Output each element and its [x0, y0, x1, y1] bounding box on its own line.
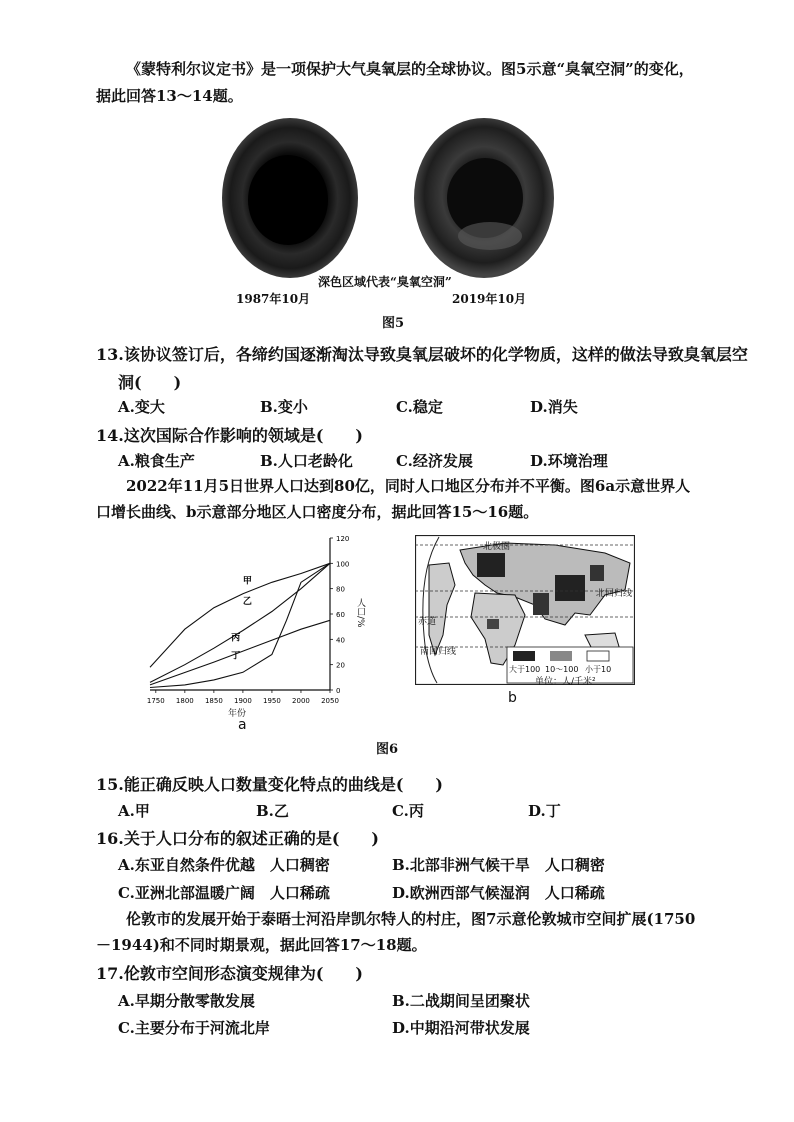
y-tick-label: 80	[336, 585, 345, 594]
x-tick-label: 2000	[292, 697, 310, 705]
series-label-2: 乙	[242, 596, 252, 607]
legend-swatch-high	[513, 651, 535, 661]
question-16-option-a: A.东亚自然条件优越 人口稠密	[118, 856, 330, 874]
y-tick-label: 40	[336, 636, 345, 645]
question-13-option-b: B.变小	[260, 398, 308, 416]
x-tick-label: 2050	[321, 697, 339, 705]
figure-6b-map	[415, 535, 635, 685]
map-label-equator: 赤道	[418, 617, 437, 627]
figure-5-label-1987: 1987年10月	[236, 292, 311, 306]
x-tick-label: 1800	[175, 697, 194, 705]
map-label-arctic: 北极圈	[483, 542, 511, 552]
question-14-option-a: A.粮食生产	[118, 452, 195, 470]
question-15-option-a: A.甲	[118, 802, 150, 820]
question-15-option-d: D.丁	[528, 802, 561, 820]
map-label-tropic-south: 南回归线	[420, 647, 457, 657]
y-tick-label: 60	[336, 611, 345, 619]
question-14-option-b: B.人口老龄化	[260, 452, 353, 470]
series-label-3: 丙	[231, 633, 241, 644]
y-tick-label: 0	[336, 687, 341, 695]
y-tick-label: 100	[336, 560, 350, 569]
intro-paragraph-2-line1: 2022年11月5日世界人口达到80亿，同时人口地区分布并不平衡。图6a示意世界人	[126, 477, 691, 495]
question-17-option-a: A.早期分散零散发展	[118, 992, 255, 1010]
question-13-stem-line2: 洞( )	[118, 373, 182, 392]
question-17-option-d: D.中期沿河带状发展	[392, 1019, 530, 1037]
figure-6-title: 图6	[376, 742, 399, 757]
x-tick-label: 1950	[263, 697, 281, 705]
question-13-option-c: C.稳定	[396, 398, 443, 416]
question-16-option-d: D.欧洲西部气候湿润 人口稀疏	[392, 884, 605, 902]
question-14-stem: 14.这次国际合作影响的领域是( )	[96, 426, 363, 445]
question-15-option-c: C.丙	[392, 802, 424, 820]
figure-6b-label: b	[508, 690, 517, 706]
x-tick-label: 1850	[204, 697, 223, 705]
intro-paragraph-3-line1: 伦敦市的发展开始于泰晤士河沿岸凯尔特人的村庄，图7示意伦敦城市空间扩展(1750	[126, 910, 696, 928]
legend-swatch-mid	[550, 651, 572, 661]
question-14-option-d: D.环境治理	[530, 452, 608, 470]
question-15-stem: 15.能正确反映人口数量变化特点的曲线是( )	[96, 775, 443, 794]
population-growth-chart	[140, 530, 380, 730]
question-16-option-b: B.北部非洲气候干旱 人口稠密	[392, 856, 605, 874]
question-16-option-c: C.亚洲北部温暖广阔 人口稀疏	[118, 884, 330, 902]
intro-paragraph-2-line2: 口增长曲线、b示意部分地区人口密度分布，据此回答15～16题。	[96, 503, 539, 521]
series-label-1: 甲	[242, 576, 252, 587]
figure-5	[220, 118, 560, 293]
question-14-option-c: C.经济发展	[396, 452, 473, 470]
population-density-map	[415, 535, 635, 685]
figure-6a-label: a	[238, 717, 247, 733]
legend-label-mid: 10～100	[545, 665, 579, 674]
intro-paragraph-1-line1: 《蒙特利尔议定书》是一项保护大气臭氧层的全球协议。图5示意“臭氧空洞”的变化，	[126, 60, 694, 78]
intro-paragraph-1-line2: 据此回答13～14题。	[96, 87, 243, 105]
legend-unit: 单位：人/千米²	[535, 677, 596, 687]
ozone-images	[220, 118, 560, 293]
y-tick-label: 120	[336, 535, 350, 543]
question-13-option-a: A.变大	[118, 398, 165, 416]
question-17-option-c: C.主要分布于河流北岸	[118, 1019, 270, 1037]
map-label-tropic-north: 北回归线	[596, 589, 633, 599]
legend-label-low: 小于10	[585, 665, 612, 674]
chart-y-axis-label: 人口/%	[355, 598, 365, 628]
question-17-option-b: B.二战期间呈团聚状	[392, 992, 530, 1010]
figure-5-title: 图5	[382, 316, 405, 331]
figure-5-label-2019: 2019年10月	[452, 292, 527, 306]
figure-5-caption-inner: 深色区域代表“臭氧空洞”	[318, 275, 452, 289]
figure-6a-chart	[140, 530, 380, 730]
x-tick-label: 1750	[146, 697, 165, 705]
legend-label-high: 大于100	[509, 665, 541, 674]
question-15-option-b: B.乙	[256, 802, 289, 820]
x-tick-label: 1900	[233, 697, 252, 705]
series-label-4: 丁	[231, 651, 241, 662]
question-16-stem: 16.关于人口分布的叙述正确的是( )	[96, 829, 379, 848]
question-13-stem-line1: 13.该协议签订后，各缔约国逐渐淘汰导致臭氧层破坏的化学物质，这样的做法导致臭氧层空	[96, 345, 748, 364]
question-17-stem: 17.伦敦市空间形态演变规律为( )	[96, 964, 363, 983]
legend-swatch-low	[587, 651, 609, 661]
question-13-option-d: D.消失	[530, 398, 578, 416]
intro-paragraph-3-line2: －1944)和不同时期景观，据此回答17～18题。	[96, 936, 427, 954]
chart-x-axis-label: 年份	[228, 709, 247, 719]
y-tick-label: 20	[336, 661, 345, 670]
